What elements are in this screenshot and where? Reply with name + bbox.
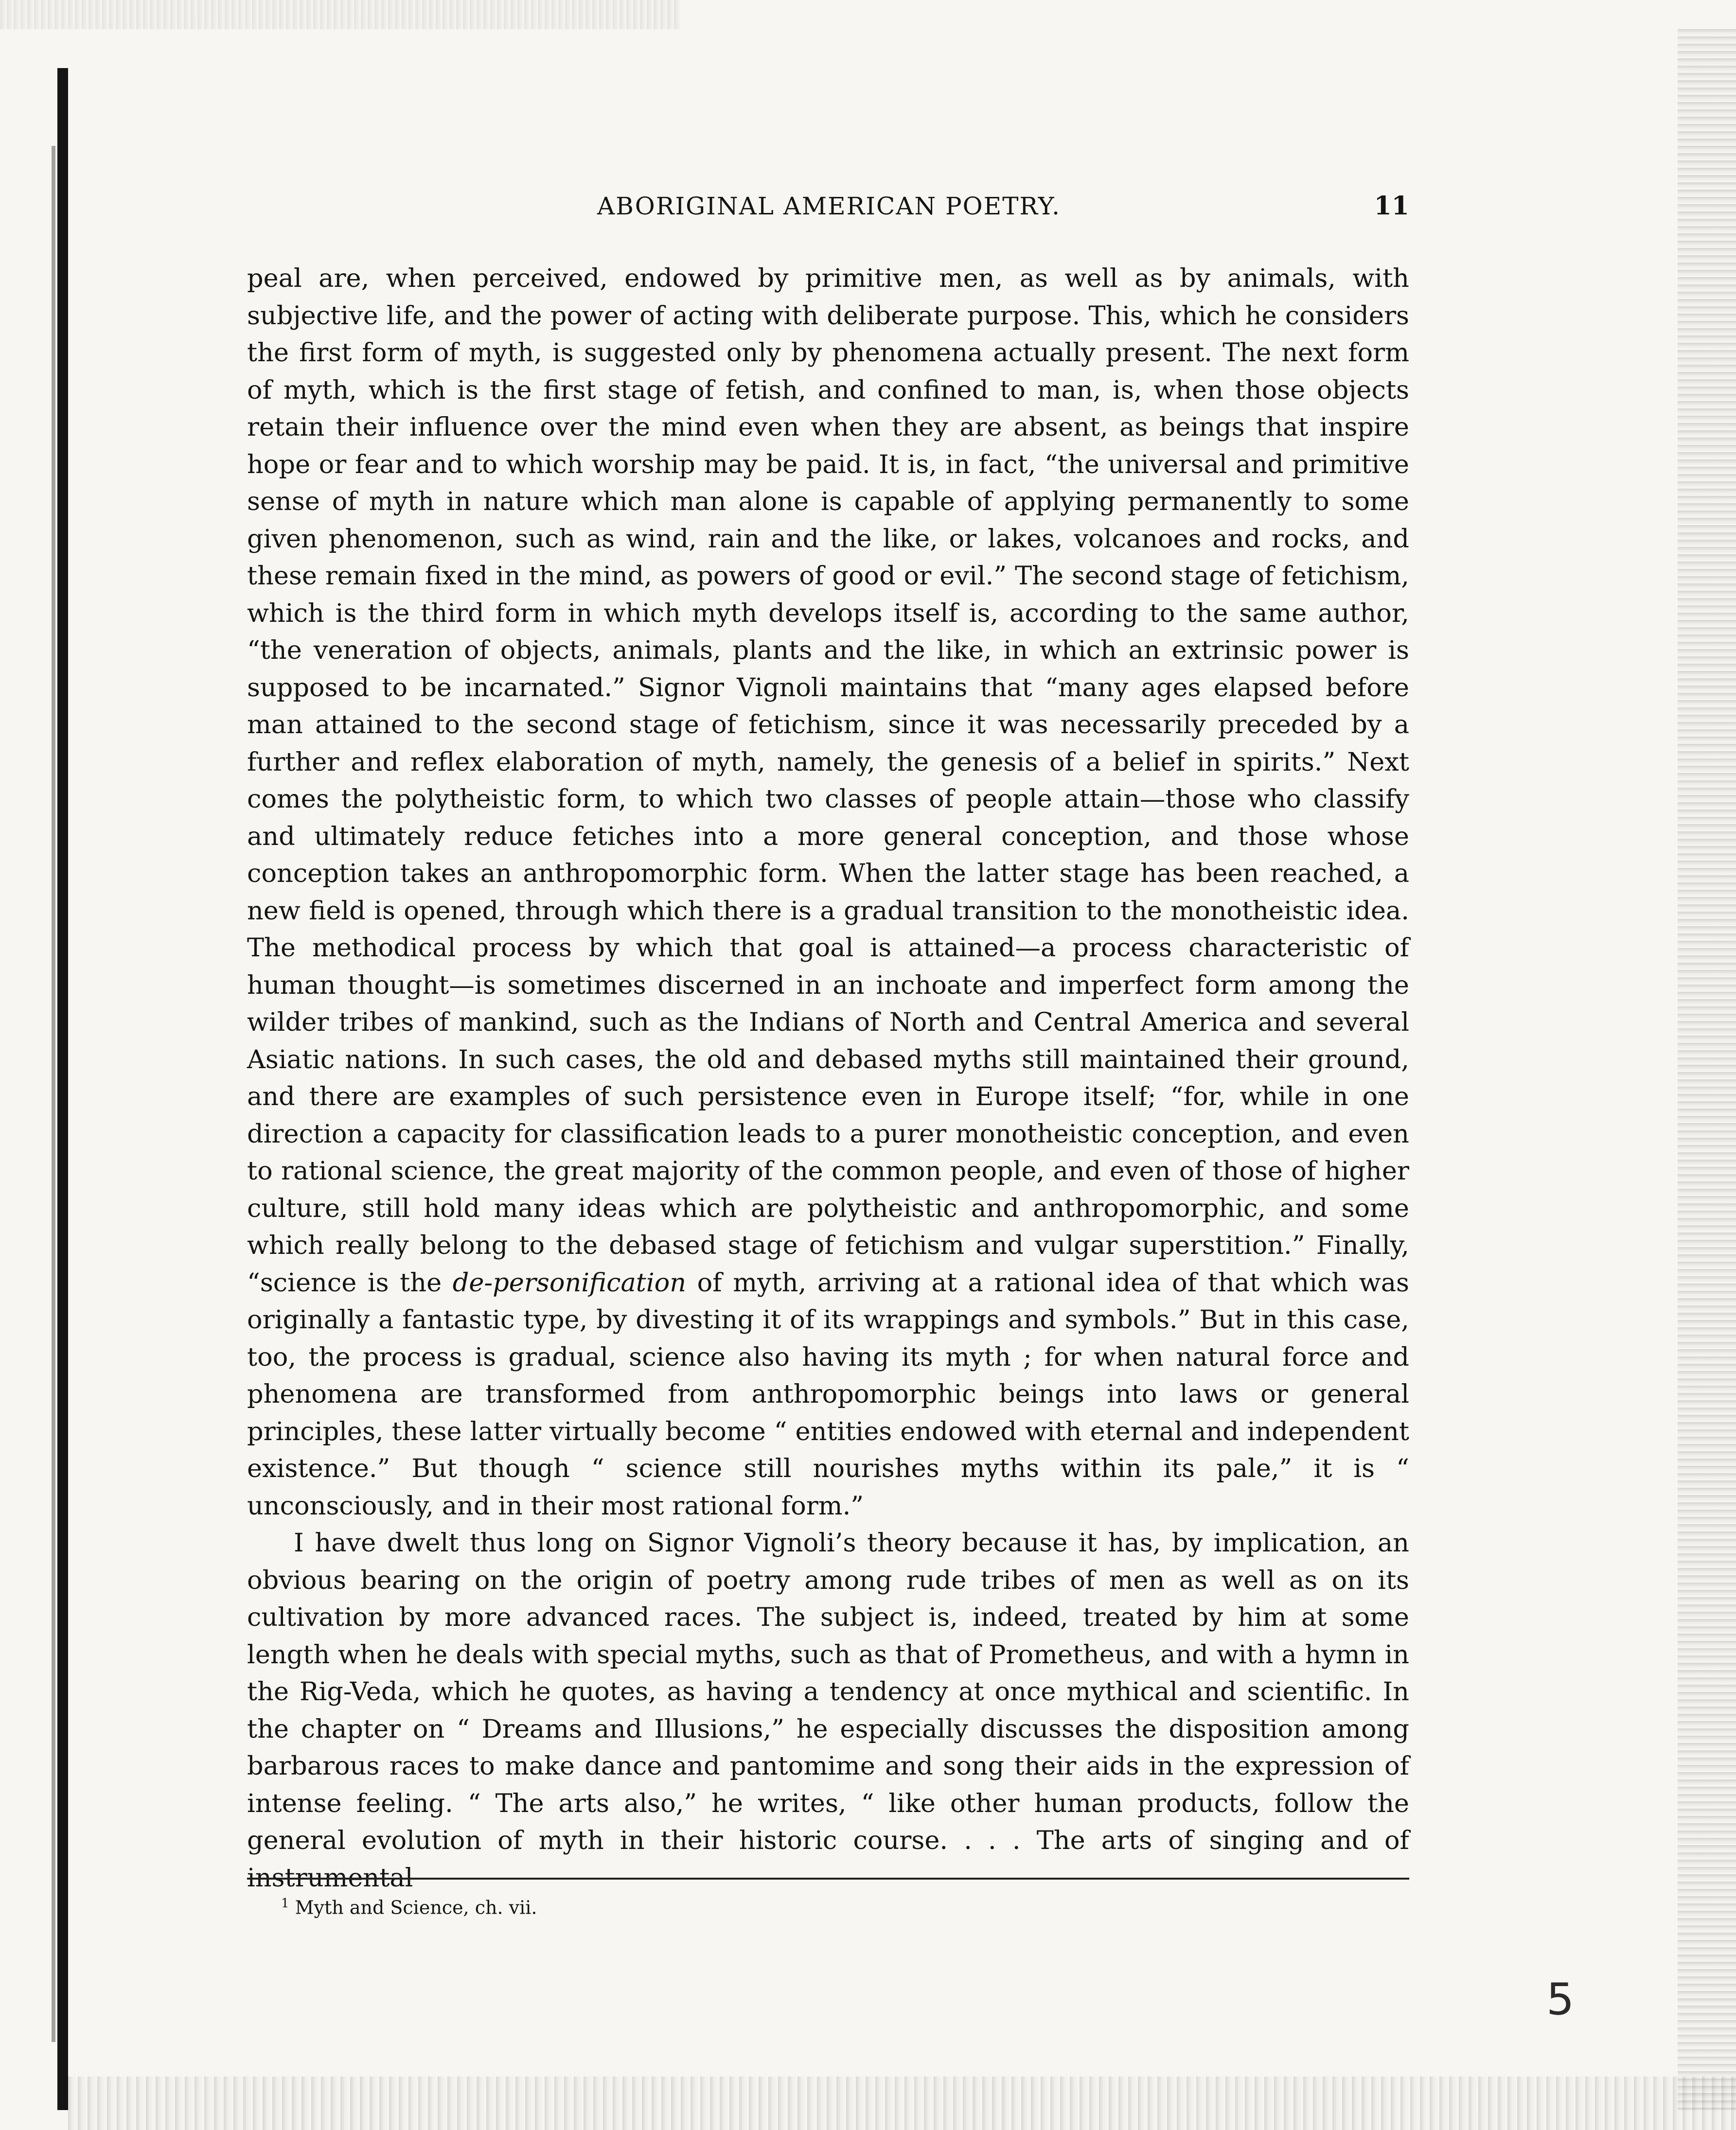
body-text (247, 260, 1409, 1897)
running-title: ABORIGINAL AMERICAN POETRY. (597, 192, 1061, 220)
scan-noise-bottom (68, 2077, 1736, 2130)
paragraph-2: I have dwelt thus long on Signor Vignoli’s theory because it has, by implication, an obvious bearing on the origin of poetry among rude tribes of men as well as on its cultivation by more advanced races. The subject is, indeed, treated by him at some length when he deals with special myths, such as that of Prometheus, and with a hymn in the Rig-Veda, which he quotes, as having a tendency at once mythical and scientific. In the chapter on “ Dreams and Illusions,” he especially discusses the disposition among barbarous races to make dance and pantomime and song their aids in the expression of intense feeling. “ The arts also,” he writes, “ like other human products, follow the general evolution of myth in their historic course. . . . The arts of singing and of instrumental (247, 1528, 1409, 1893)
page-number: 11 (1374, 191, 1409, 221)
footnote-text: Myth and Science, ch. vii. (289, 1897, 537, 1919)
scan-noise-top (0, 0, 681, 29)
paragraph-1-text: peal are, when perceived, endowed by primitive men, as well as by animals, with subjective life, and the power of acting with deliberate purpose. This, which he considers the first form of myth, is suggested only by phenomena actually present. The next form of myth, which is the first stage of fetish, and confined to man, is, when those objects retain their influence over the mind even when they are absent, as beings that inspire hope or fear and to which worship may be paid. It is, in fact, “the universal and primitive sense of myth in nature which man alone is capable of applying permanently to some given phenomenon, such as wind, rain and the like, or lakes, volcanoes and rocks, and these remain fixed in the mind, as powers of good or evil.” The second stage of fetichism, which is the third form in which myth develops itself is, according to the same author, “the veneration of objects, animals, plants and the like, in which an extrinsic power is supposed to be incarnated.” Signor Vignoli maintains that “many ages elapsed before man attained to the second stage of fetichism, since it was necessarily preceded by a further and reflex elaboration of myth, namely, the genesis of a belief in spirits.” Next comes the polytheistic form, to which two classes of people attain—those who classify and ultimately reduce fetiches into a more general conception, and those whose conception takes an anthropomorphic form. When the latter stage has been reached, a new field is opened, through which there is a gradual transition to the monotheistic idea. The methodical process by which that goal is attained—a process characteristic of human thought—is sometimes discerned in an inchoate and imperfect form among the wilder tribes of mankind, such as the Indians of North and Central America and several Asiatic nations. In such cases, the old and debased myths still maintained their ground, and there are examples of such persistence even in Europe itself; “for, while in one direction a capacity for classification leads to a purer monotheistic conception, and even to rational science, the great majority of the common people, and even of those of higher culture, still hold many ideas which are polytheistic and anthropomorphic, and some which really belong to the debased stage of fetichism and vulgar superstition.” Finally, “science is the (247, 264, 1409, 1298)
paragraph-1-text-continued: of myth, arriving at a rational idea of that which was originally a fantastic type, by divesting it of its wrappings and symbols.” But in this case, too, the process is gradual, science also having its myth ; for when natural force and phenomena are transformed from anthropomorphic beings into laws or general principles, these latter virtually become “ entities endowed with eternal and independent existence.” But though “ science still nourishes myths within its pale,” it is “ unconsciously, and in their most rational form.” (247, 1267, 1409, 1521)
binding-shadow (52, 146, 55, 2042)
handwritten-margin-mark: 5 (1546, 1974, 1575, 2025)
page-binding-edge (57, 68, 68, 2110)
footnote (281, 1896, 537, 1919)
paragraph-1-italic-term: de-personification (452, 1267, 687, 1298)
footnote-marker: 1 (281, 1896, 289, 1911)
paragraph-1 (247, 260, 1409, 1525)
page-header (247, 192, 1409, 231)
scan-noise-right (1678, 29, 1736, 2110)
footnote-divider (247, 1878, 1409, 1880)
